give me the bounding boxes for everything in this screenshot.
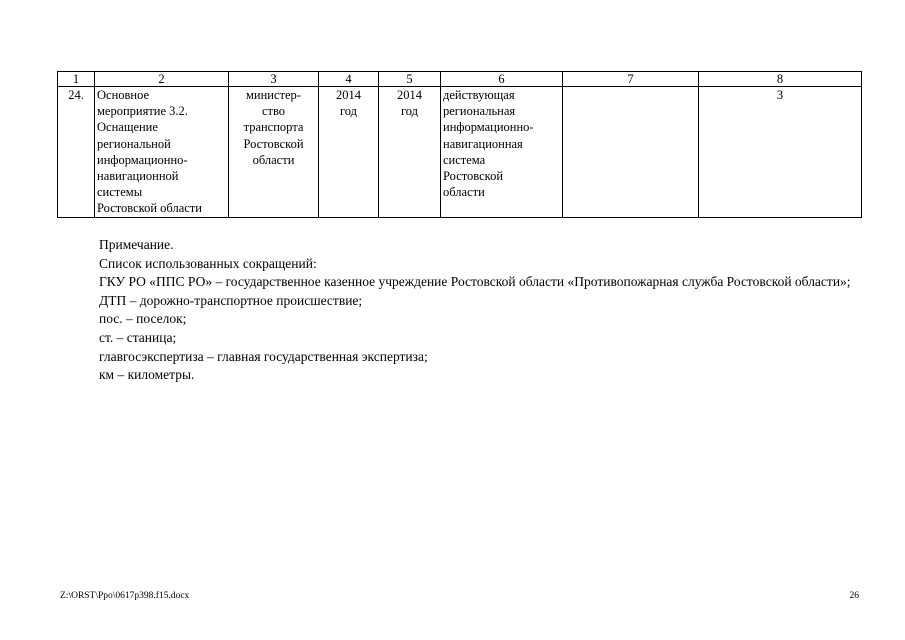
executor-line: министер- xyxy=(246,88,301,102)
page-number: 26 xyxy=(849,591,859,601)
result-line: система xyxy=(443,152,486,167)
result-line: области xyxy=(443,185,485,200)
end-year-cell xyxy=(379,87,441,218)
event-name-cell xyxy=(95,87,229,218)
footer-file-path: Z:\ORST\Ppo\0617p398.f15.docx xyxy=(60,591,190,601)
header-cell-2: 2 xyxy=(95,72,229,87)
event-name-line: Основное xyxy=(97,88,150,102)
abbreviation-item: ГКУ РО «ППС РО» – государственное казенное учреждение Ростовской области «Противопожарная служба Ростовской области»; xyxy=(99,274,851,290)
event-name-line: системы xyxy=(97,185,143,200)
abbreviation-item: главгосэкспертиза – главная государственная экспертиза; xyxy=(99,348,428,364)
start-year-line: год xyxy=(339,104,358,119)
event-name-line: региональной xyxy=(97,136,171,151)
header-cell-5: 5 xyxy=(379,72,441,87)
executor-cell xyxy=(229,87,319,218)
result-line: Ростовской xyxy=(443,169,504,184)
event-name-line: Оснащение xyxy=(97,120,158,135)
event-name-line: информационно- xyxy=(97,152,188,167)
event-name-line: навигационной xyxy=(97,169,179,184)
abbreviation-item: пос. – поселок; xyxy=(99,311,187,327)
result-line: действующая xyxy=(443,88,515,102)
result-cell xyxy=(441,87,563,218)
start-year-cell xyxy=(319,87,379,218)
end-year-line: год xyxy=(400,104,419,119)
empty-cell-7 xyxy=(563,87,699,218)
executor-line: ство xyxy=(261,104,286,119)
end-year-line: 2014 xyxy=(397,88,422,102)
notes-title: Примечание. xyxy=(99,237,174,252)
executor-line: транспорта xyxy=(243,120,304,135)
header-cell-6: 6 xyxy=(441,72,563,87)
abbreviation-item: км – километры. xyxy=(99,367,195,383)
executor-line: области xyxy=(252,152,295,167)
header-cell-3: 3 xyxy=(229,72,319,87)
result-line: региональная xyxy=(443,104,516,119)
result-line: навигационная xyxy=(443,136,523,151)
notes-block xyxy=(60,236,859,385)
abbreviation-item: ДТП – дорожно-транспортное происшествие; xyxy=(99,292,363,308)
start-year-line: 2014 xyxy=(336,88,361,102)
result-line: информационно- xyxy=(443,120,534,135)
executor-line: Ростовской xyxy=(243,136,304,151)
indicator-cell: 3 xyxy=(699,87,862,218)
header-cell-1: 1 xyxy=(58,72,95,87)
header-cell-7: 7 xyxy=(563,72,699,87)
header-cell-4: 4 xyxy=(319,72,379,87)
table-row xyxy=(58,87,862,218)
abbreviations-title: Список использованных сокращений: xyxy=(99,255,317,271)
table-header-row xyxy=(58,72,862,87)
event-name-line: мероприятие 3.2. xyxy=(97,104,188,119)
event-name-line: Ростовской области xyxy=(97,201,202,216)
row-number-cell: 24. xyxy=(58,87,95,218)
abbreviation-item: ст. – станица; xyxy=(99,329,177,345)
data-table xyxy=(57,71,862,218)
header-cell-8: 8 xyxy=(699,72,862,87)
